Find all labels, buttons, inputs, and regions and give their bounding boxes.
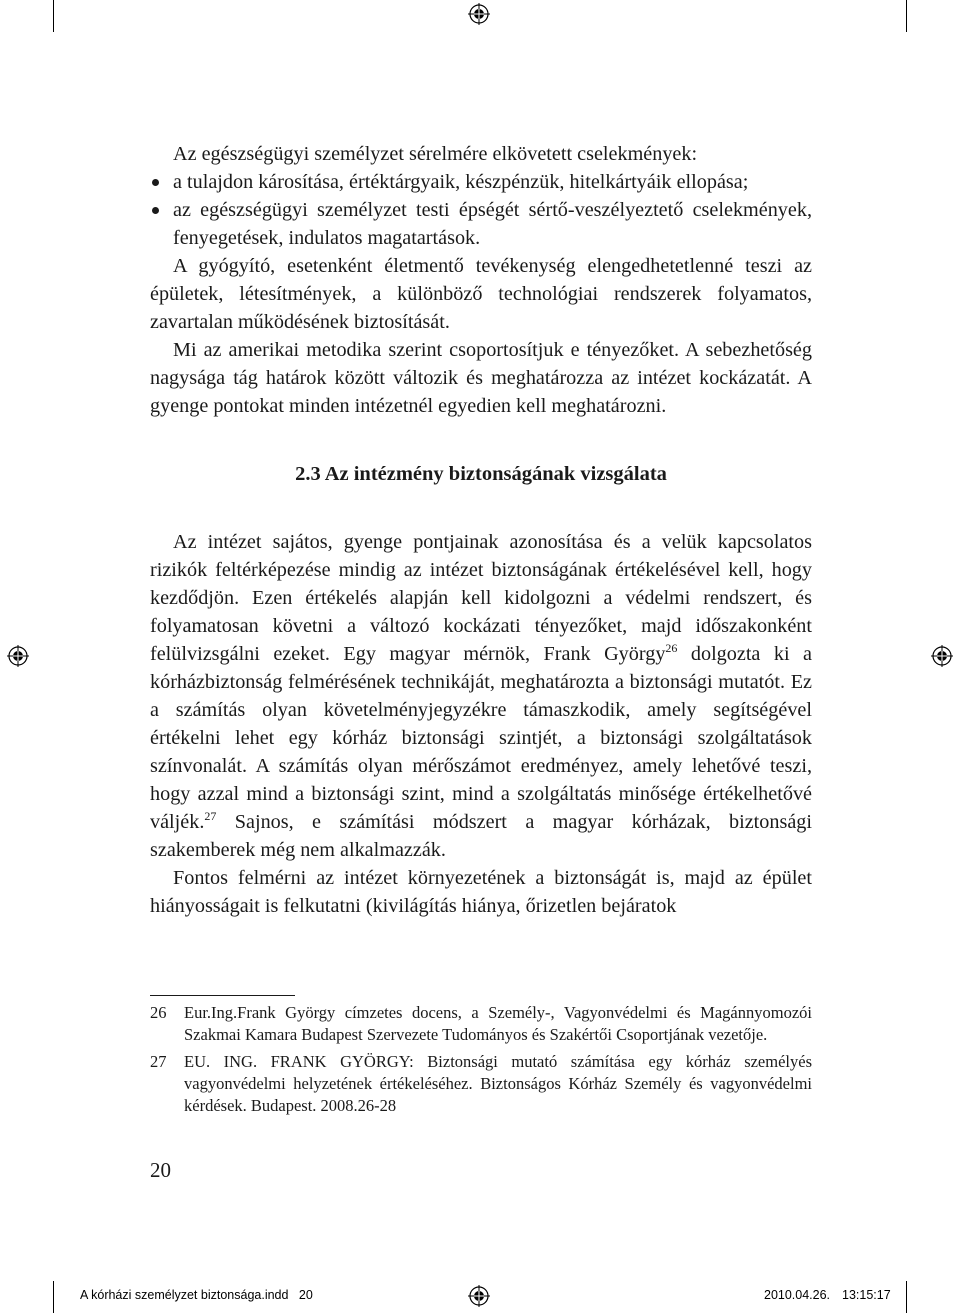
crop-mark-top-right bbox=[906, 0, 907, 32]
paragraph-text: Sajnos, e számítási módszert a magyar kórházak, biztonsági szakemberek még nem alkalmazzák. bbox=[150, 811, 812, 861]
crop-mark-bottom-left bbox=[53, 1281, 54, 1313]
slug-date: 2010.04.26. bbox=[764, 1288, 831, 1302]
list-item: a tulajdon károsítása, értéktárgyaik, készpénzük, hitelkártyáik ellopása; bbox=[150, 168, 812, 196]
footnotes bbox=[150, 1002, 812, 1122]
crop-mark-top-left bbox=[53, 0, 54, 32]
page-number: 20 bbox=[150, 1158, 171, 1182]
crop-mark-bottom-right bbox=[906, 1281, 907, 1313]
footnote-ref[interactable]: 27 bbox=[204, 809, 217, 823]
footnote-ref[interactable]: 26 bbox=[665, 641, 678, 655]
footnote bbox=[150, 1051, 812, 1117]
footnote-text: EU. ING. FRANK GYÖRGY: Biztonsági mutató számítása egy kórház személyés vagyonvédelmi helyzetének értékeléséhez. Biztonságos Kórház Személy és vagyonvédelmi kérdések. Budapest. 2008.26-28 bbox=[184, 1052, 812, 1115]
intro-heading: Az egészségügyi személyzet sérelmére elkövetett cselekmények: bbox=[173, 143, 698, 165]
paragraph-text: Az intézet sajátos, gyenge pontjainak azonosítása és a velük kapcsolatos rizikók feltérképezése mindig az intézet biztonságának értékelésével kell, hogy kezdődjön. Ezen értékelés alapján kell kidolgozni a védelmi rendszert, és folyamatosan követni a változó kockázati tényezőket, majd időszakonként felülvizsgálni ezeket. Egy magyar mérnök, Frank György bbox=[150, 531, 812, 665]
footnote bbox=[150, 1002, 812, 1046]
paragraph: Fontos felmérni az intézet környezetének a biztonságát is, majd az épület hiányosságait is felkutatni (kivilágítás hiánya, őrizetlen bejáratok bbox=[150, 867, 812, 917]
section-title: 2.3 Az intézmény biztonságának vizsgálata bbox=[295, 463, 667, 485]
registration-mark-icon bbox=[468, 1285, 490, 1307]
paragraph-text: dolgozta ki a kórházbiztonság felmérésének technikáját, meghatározta a biztonsági mutatót. Ez a számítás olyan követelményjegyzékre támaszkodik, amely segítségével értékelni lehet egy kórház biztonsági szintjét, a biztonsági szolgáltatások színvonalát. A számítás olyan mérőszámot eredményez, amely lehetővé teszi, hogy azzal mind a biztonsági szint, mind a szolgáltatás minősége értékelhetővé váljék. bbox=[150, 643, 812, 833]
paragraph bbox=[150, 528, 812, 864]
registration-mark-icon bbox=[931, 645, 953, 667]
bullet-list bbox=[150, 168, 812, 252]
paragraph: Mi az amerikai metodika szerint csoportosítjuk e tényezőket. A sebezhetőség nagysága tág határok között változik és meghatározza az intézet kockázatát. A gyenge pontokat minden intézetnél egyedien kell meghatározni. bbox=[150, 339, 812, 417]
list-item: az egészségügyi személyzet testi épségét sértő-veszélyeztető cselekmények, fenyegetések, indulatos magatartások. bbox=[150, 196, 812, 252]
footnote-number: 27 bbox=[150, 1052, 167, 1071]
slug-filename: A kórházi személyzet biztonsága.indd 20 bbox=[80, 1288, 313, 1302]
registration-mark-icon bbox=[468, 3, 490, 25]
paragraph: A gyógyító, esetenként életmentő tevékenység elengedhetetlenné teszi az épületek, létesítmények, a különböző technológiai rendszerek folyamatos, zavartalan működésének biztosítását. bbox=[150, 255, 812, 333]
page-body bbox=[150, 140, 812, 920]
footnote-divider bbox=[150, 995, 295, 996]
slug-time: 13:15:17 bbox=[842, 1288, 891, 1302]
registration-mark-icon bbox=[7, 645, 29, 667]
footnote-text: Eur.Ing.Frank György címzetes docens, a Személy-, Vagyonvédelmi és Magánnyomozói Szakmai Kamara Budapest Szervezete Tudományos és Szakértői Csoportjának vezetője. bbox=[184, 1003, 812, 1044]
footnote-number: 26 bbox=[150, 1003, 167, 1022]
